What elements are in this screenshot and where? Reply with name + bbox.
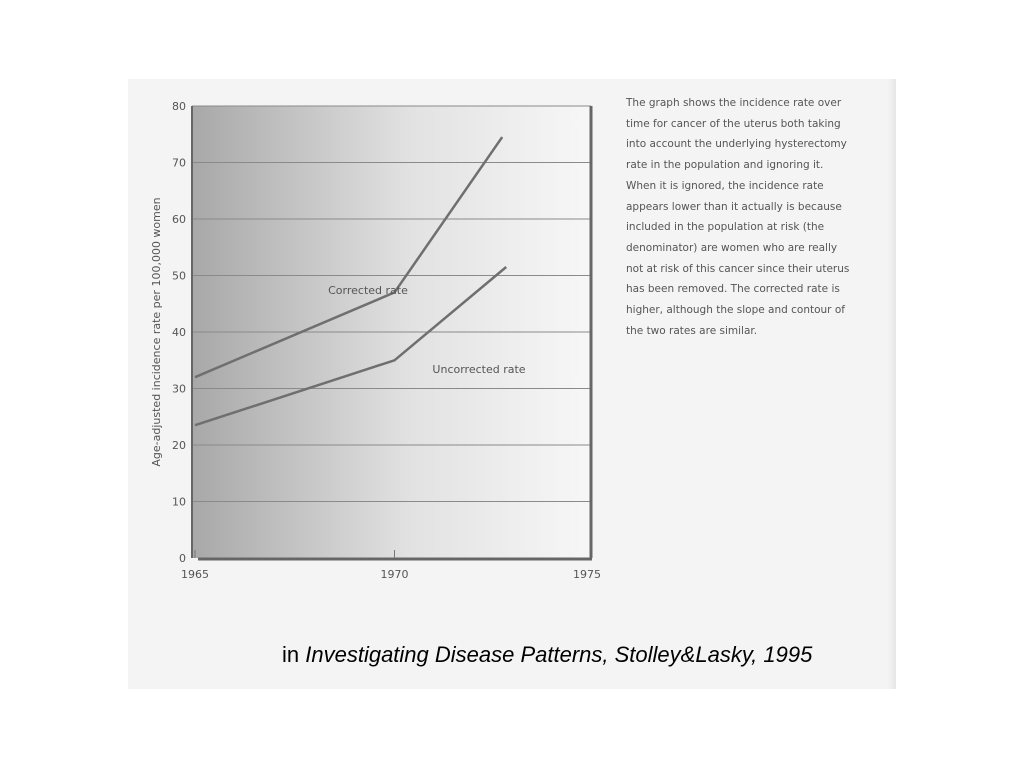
y-tick-label: 50	[172, 269, 186, 283]
y-tick-label: 20	[172, 439, 186, 452]
description-line: not at risk of this cancer since their uterus	[626, 262, 850, 275]
y-tick-label: 80	[172, 100, 186, 113]
description-line: rate in the population and ignoring it.	[626, 159, 824, 172]
description-line: appears lower than it actually is because	[626, 200, 842, 213]
y-axis-label: Age-adjusted incidence rate per 100,000 women	[150, 197, 163, 467]
x-tick-label: 1965	[181, 568, 209, 581]
description-line: the two rates are similar.	[626, 324, 758, 337]
x-tick-label: 1970	[380, 568, 409, 581]
description-line: time for cancer of the uterus both taking	[626, 117, 841, 130]
y-tick-label: 0	[179, 552, 186, 565]
series-label: Uncorrected rate	[432, 363, 526, 376]
y-tick-label: 60	[172, 213, 186, 226]
y-tick-label: 10	[172, 495, 186, 509]
description-line: The graph shows the incidence rate over	[626, 97, 842, 109]
series-label: Corrected rate	[328, 284, 408, 297]
caption-prefix: in	[282, 642, 306, 667]
y-tick-label: 40	[172, 326, 186, 339]
y-tick-label: 70	[172, 156, 186, 170]
description-line: into account the underlying hysterectomy	[626, 138, 847, 151]
description-line: higher, although the slope and contour of	[626, 304, 845, 317]
y-tick-label: 30	[172, 382, 186, 396]
description-line: has been removed. The corrected rate is	[626, 283, 840, 296]
caption-title: Investigating Disease Patterns, Stolley&Lasky, 1995	[305, 642, 813, 667]
description-line: denominator) are women who are really	[626, 241, 838, 254]
source-caption	[282, 642, 812, 668]
chart-description	[626, 93, 858, 341]
description-line: included in the population at risk (the	[626, 221, 825, 234]
description-line: When it is ignored, the incidence rate	[626, 179, 824, 192]
x-tick-label: 1975	[573, 568, 601, 581]
